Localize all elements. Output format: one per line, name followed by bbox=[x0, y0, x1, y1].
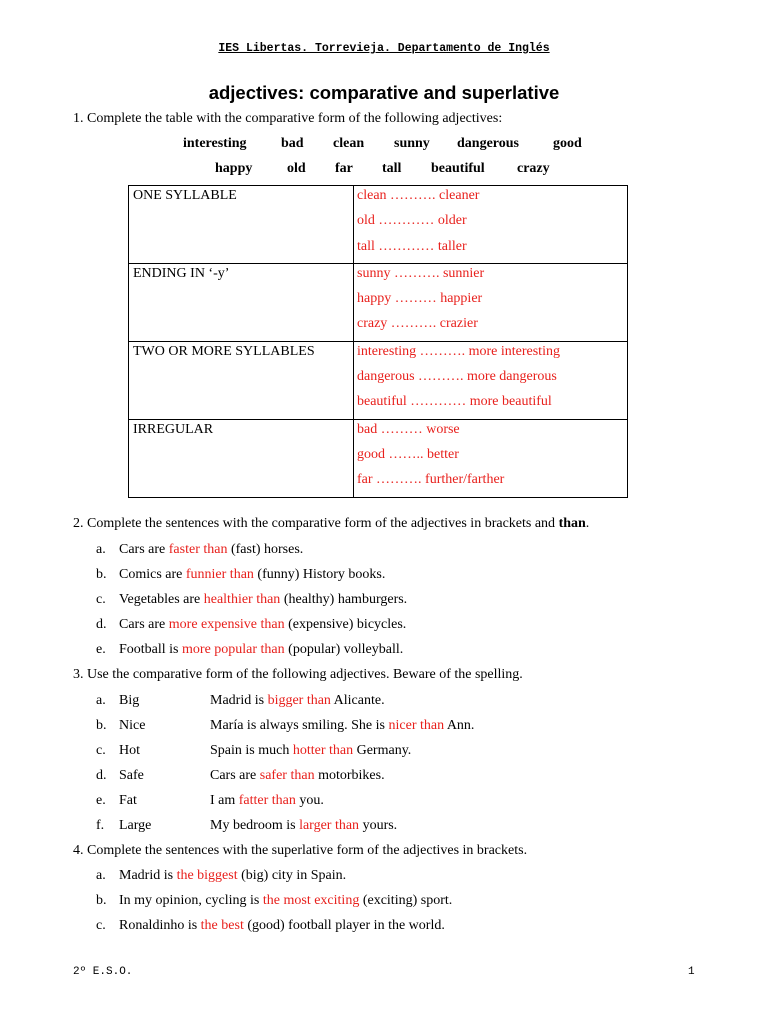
category-cell: ENDING IN ‘-y’ bbox=[129, 263, 354, 341]
adjective-label: Nice bbox=[119, 718, 146, 733]
word-bank-item: good bbox=[553, 136, 582, 151]
answers-cell bbox=[354, 419, 628, 497]
answer-text: tall ………… taller bbox=[357, 238, 467, 254]
adjective-label: Fat bbox=[119, 793, 137, 808]
word-bank-item: old bbox=[287, 161, 306, 176]
answer-text: interesting ………. more interesting bbox=[357, 343, 560, 359]
word-bank-item: crazy bbox=[517, 161, 550, 176]
answer-text: clean ………. cleaner bbox=[357, 188, 480, 203]
category-cell: IRREGULAR bbox=[129, 419, 354, 497]
word-bank-item: beautiful bbox=[431, 161, 485, 176]
word-bank-item: tall bbox=[382, 161, 402, 176]
word-bank-item: bad bbox=[281, 136, 304, 151]
school-header-text: IES Libertas. Torrevieja. Departamento de Inglés bbox=[218, 42, 550, 55]
footer-course-label: 2º E.S.O. bbox=[73, 966, 133, 978]
table-row bbox=[129, 186, 628, 264]
adjective-label: Hot bbox=[119, 743, 140, 758]
answer-text: crazy ………. crazier bbox=[357, 316, 478, 332]
answer-text: beautiful ………… more beautiful bbox=[357, 394, 552, 410]
comparative-table bbox=[128, 185, 628, 498]
answer-text: the best bbox=[200, 918, 244, 933]
answer-text: hotter than bbox=[292, 743, 354, 758]
category-cell: ONE SYLLABLE bbox=[129, 186, 354, 264]
table-row bbox=[129, 341, 628, 419]
answer-text: safer than bbox=[259, 768, 315, 783]
answer-text: the biggest bbox=[176, 868, 238, 883]
q2-prompt-bold: than bbox=[558, 516, 586, 531]
answers-cell bbox=[354, 341, 628, 419]
page-title: adjectives: comparative and superlative bbox=[208, 82, 560, 103]
word-bank-item: sunny bbox=[394, 136, 430, 151]
answer-text: dangerous ………. more dangerous bbox=[357, 369, 557, 385]
footer-page-number: 1 bbox=[688, 966, 695, 978]
answer-text: healthier than bbox=[203, 592, 281, 607]
answer-text: funnier than bbox=[185, 567, 254, 582]
q4-prompt: 4. Complete the sentences with the superlative form of the adjectives in brackets. bbox=[73, 843, 528, 858]
q2-prompt: 2. Complete the sentences with the comparative form of the adjectives in brackets and than. bbox=[73, 516, 590, 531]
answer-text: bad ……… worse bbox=[357, 421, 460, 437]
table-row bbox=[129, 263, 628, 341]
answer-text: old ………… older bbox=[357, 213, 467, 229]
table-row bbox=[129, 419, 628, 497]
answer-text: fatter than bbox=[238, 793, 296, 808]
answer-text: larger than bbox=[299, 818, 360, 833]
answer-text: more popular than bbox=[182, 642, 285, 657]
category-cell: TWO OR MORE SYLLABLES bbox=[129, 341, 354, 419]
word-bank-item: happy bbox=[215, 161, 253, 176]
answer-text: bigger than bbox=[267, 693, 331, 708]
answers-cell bbox=[354, 186, 628, 264]
q3-prompt: 3. Use the comparative form of the following adjectives. Beware of the spelling. bbox=[73, 667, 523, 682]
answer-text: the most exciting bbox=[262, 893, 360, 908]
word-bank-item: far bbox=[335, 161, 353, 176]
word-bank-item: interesting bbox=[183, 136, 247, 151]
q1-prompt: 1. Complete the table with the comparative form of the following adjectives: bbox=[73, 111, 503, 126]
word-bank-item: clean bbox=[333, 136, 365, 151]
adjective-label: Big bbox=[119, 693, 140, 708]
answers-cell bbox=[354, 263, 628, 341]
answer-text: sunny ………. sunnier bbox=[357, 265, 485, 281]
answer-text: far ………. further/farther bbox=[357, 472, 505, 488]
document-header bbox=[0, 40, 768, 56]
answer-text: more expensive than bbox=[168, 617, 285, 632]
answer-text: happy ……… happier bbox=[357, 291, 483, 307]
answer-text: nicer than bbox=[388, 718, 445, 733]
adjective-label: Safe bbox=[119, 768, 144, 783]
answer-text: faster than bbox=[168, 542, 228, 557]
adjective-label: Large bbox=[119, 818, 152, 833]
word-bank-item: dangerous bbox=[457, 136, 519, 151]
answer-text: good …….. better bbox=[357, 446, 459, 462]
